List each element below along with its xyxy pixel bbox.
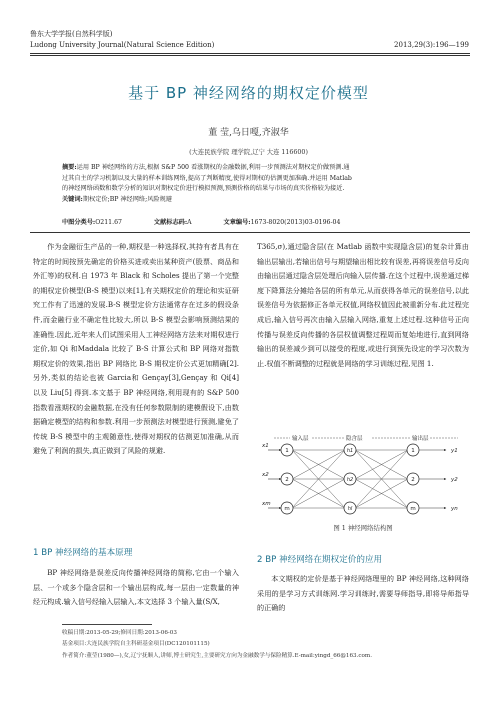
input-x2: x2 [262,472,269,478]
abstract-rule [30,232,470,233]
hidden-node-label: hl [347,506,353,512]
abstract-line: 过其自主的学习机制以及大量的样本训练网络,提高了判断精度,使得对期权的估测更加准确.并运用 Matlab [62,174,352,182]
output-node-label: 2 [411,477,415,483]
left-column-section1 [33,566,239,610]
output-layer-label: 输出层 [412,436,429,442]
input-x1: x1 [262,443,269,449]
abstract-line: 的神经网络函数和数学分析的知识对期权定价进行模拟预测,预测价格的结果与市场的真实价格较为接近. [62,185,345,193]
journal-name-cn: 鲁东大学学报(自然科学版) [30,30,113,38]
header-rule-2 [30,55,470,56]
footnote-rule [62,624,152,625]
abstract-line: 摘要:运用 BP 神经网络的方法,根据 S&P 500 看涨期权的金融数据,利用一步预测法对期权定价做预测.通 [62,164,350,171]
author-bio: 作者简介:董莹(1980—),女,辽宁抚顺人,讲师,博士研究生,主要研究方向为金融数学与保险精算.E-mail:yingd_66@163.com. [62,652,372,659]
left-column [33,240,239,459]
volume-info: 2013,29(3):196—199 [394,41,469,49]
journal-name-en: Ludong University Journal(Natural Science Edition) [30,41,215,49]
section-2-paragraph: 本文期权的定价是基于神经网络理里的 BP 神经网络,这种网络采用的是学习方式训练网.学习训练时,需要导师指导,即将导师指导的正确的 [257,574,469,613]
figure-caption: 图 1 神经网络结构图 [333,524,393,532]
footnotes [62,628,482,662]
classification-line: 中图分类号:O211.67 文献标志码:A 文章编号:1673-8020(2013)03-0196-04 [62,219,341,226]
input-node-label: 1 [285,448,289,454]
right-column-section2 [257,572,469,616]
hidden-node-label: h2 [346,477,354,483]
output-node-label: 1 [411,448,415,454]
authors: 董 莹,乌日嘎,齐淑华 [208,128,289,138]
header-rule [30,53,470,54]
output-yn: yn [451,506,458,512]
keywords: 关键词:期权定价;BP 神经网络;风险规避 [62,195,172,203]
paper-title: 基于 BP 神经网络的期权定价模型 [128,84,369,102]
input-xm: xm [262,501,271,507]
hidden-layer-label: 隐含层 [346,436,363,442]
hidden-node-label: h1 [346,448,354,454]
abstract-label: 摘要: [62,164,77,171]
neural-network-figure [262,432,467,520]
input-node-label: 2 [285,477,289,483]
output-y1: y1 [451,448,458,454]
section-1-paragraph: BP 神经网络是误差反向传播神经网络的简称,它由一个输入层、一个或多个隐含层和一个输出层构成,每一层由一定数量的神经元构成.输入信号经输入层输入,本文选择 3 个输入量(S/X, [33,568,239,607]
input-node-label: m [284,506,290,512]
fund-project: 基金项目:大连民族学院自主科研基金项目(DC120101115) [62,641,210,648]
section-2-title: 2 BP 神经网络在期权定价的应用 [257,555,383,565]
abstract [62,163,438,205]
affiliation: (大连民族学院 理学院,辽宁 大连 116600) [189,149,308,156]
section-1-title: 1 BP 神经网络的基本原理 [33,548,133,558]
input-layer-label: 输入层 [292,436,309,442]
received-date: 收稿日期:2013-05-29;修回日期:2013-06-03 [62,630,177,636]
intro-paragraph: 作为金融衍生产品的一种,期权是一种选择权,其持有者具有在特定的时间按预先确定的价格买进或卖出某种资产(股票、商品和外汇等)的权利.自 1973 年 Black 和 Scholes 提出了第一个完整的期权定价模型(B-S 模型)以来[1],有关期权定价的理论和实证研究工作有了迅速的发展.B-S 模型定价方法通常存在过多的假设条件,而金融行业不确定性比较大,所以 B-S 模型会影响预测结果的准确性.因此,近年来人们试图采用人工神经网络方法来对期权进行定价,如 Qi 和Maddala 比较了 B-S 计算公式和 BP 网络对指数期权定价的效果,指出 BP 网络比 B-S 期权定价公式更加精确[2].另外,类似的结论也被 Garcia和 Gençay[3],Gençay 和 Qi[4] 以及 Liu[5] 得到.本文基于 BP 神经网络,利用现有的 S&P 500 指数看涨期权的金融数据,在没有任何参数限制的建模假设下,由数据确定模型的结构和参数.利用一步预测法对模型进行预测,避免了传统 B-S 模型中的主观随意性,使得对期权的估测更加准确,从而避免了利润的损失,真正做到了风险的规避. [33,242,240,456]
output-node-label: m [410,506,416,512]
right-column [257,240,469,371]
continued-paragraph: T365,σ),通过隐含层(在 Matlab 函数中实现隐含层)的复杂计算由输出层输出,若输出信号与期望输出相比较有误差,再将误差信号反向由输出层通过隐含层处理后向输入层传播.在这个过程中,误差通过梯度下降算法分摊给各层的所有单元,从而获得各单元的误差信号,以此误差信号为依据修正各单元权值,网络权值因此被重新分布.此过程完成后,输入信号再次由输入层输入网络,重复上述过程.这种信号正向传播与误差反向传播的各层权值调整过程周而复始地进行,直到网络输出的误差减少到可以接受的程度,或进行到预先设定的学习次数为止.权值不断调整的过程就是网络的学习训练过程,见图 1. [257,242,469,368]
output-y2: y2 [451,477,458,483]
